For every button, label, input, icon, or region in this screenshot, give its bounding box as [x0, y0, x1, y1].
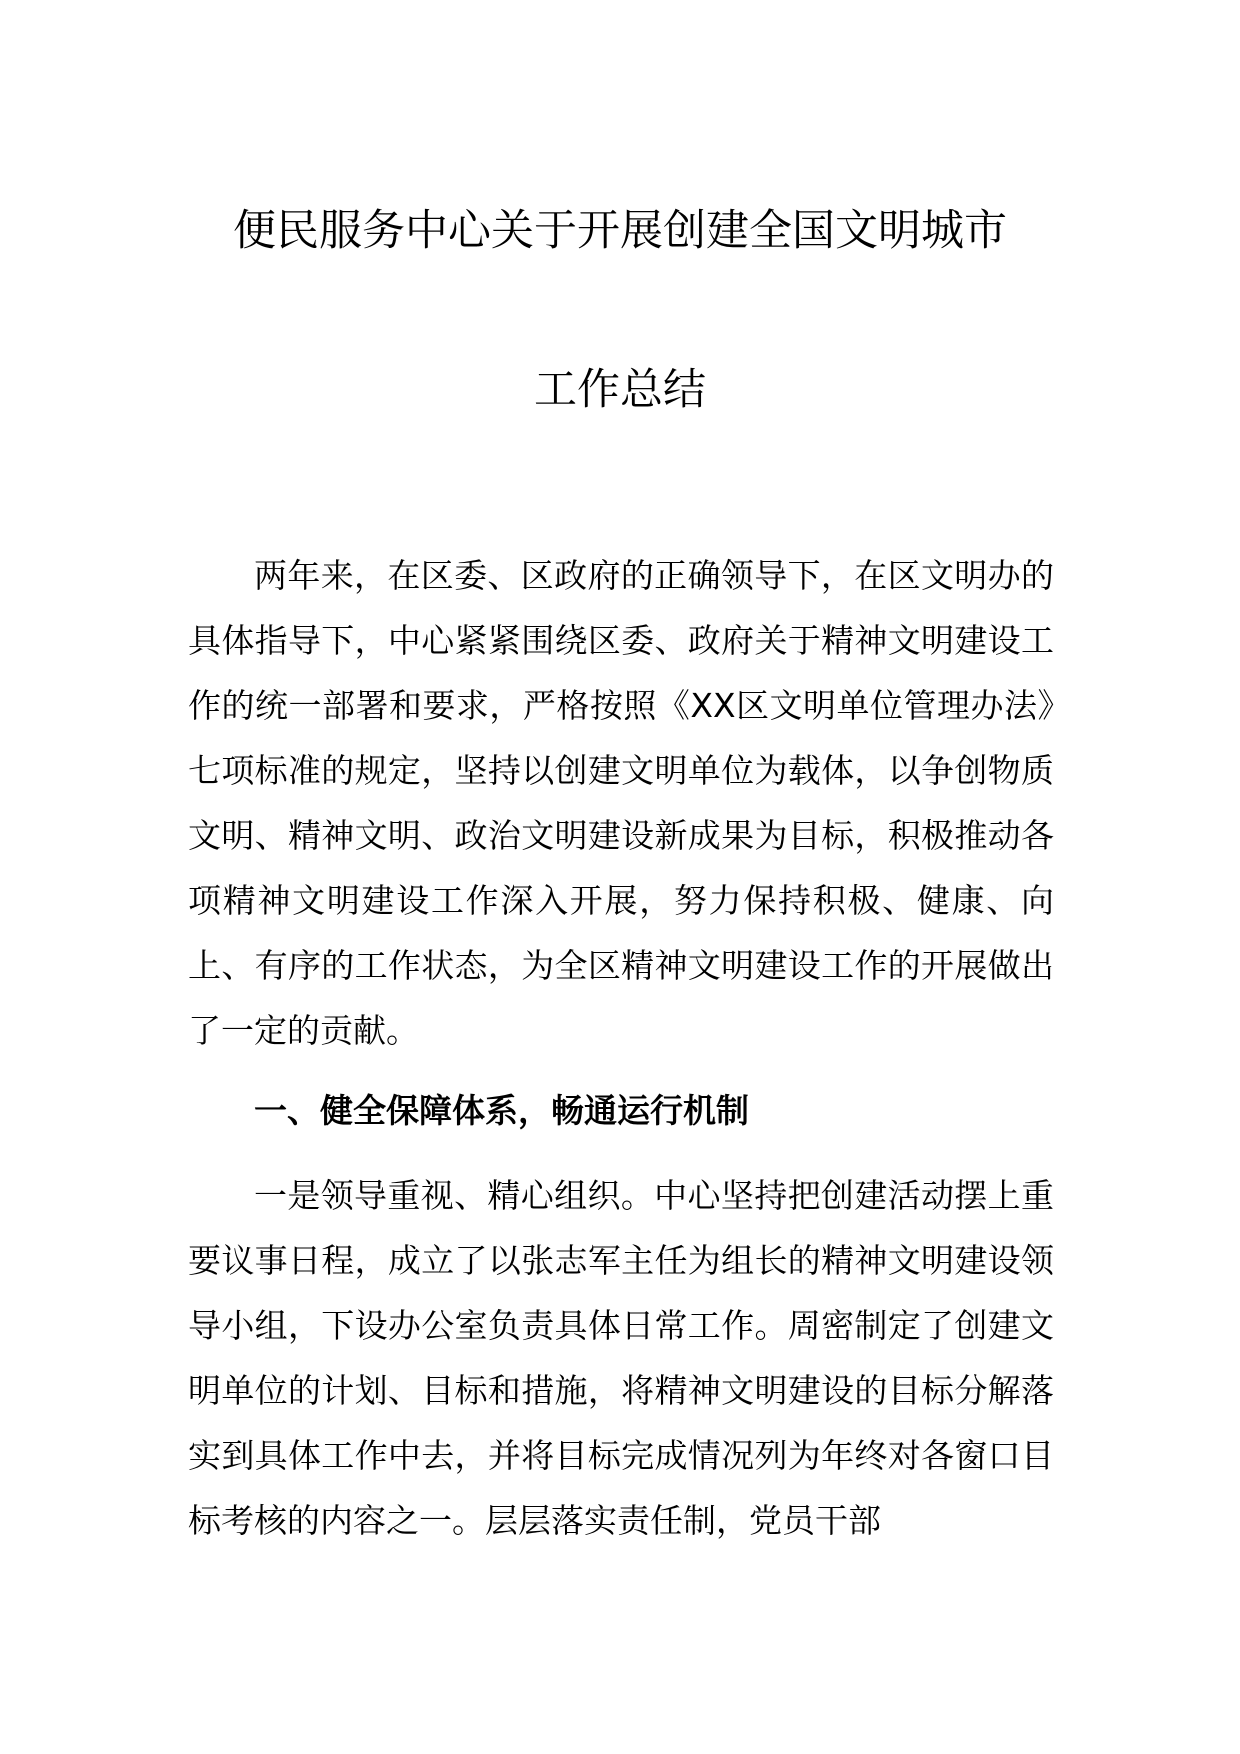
section-1-paragraph: 一是领导重视、精心组织。中心坚持把创建活动摆上重要议事日程，成立了以张志军主任为组长的精神文明建设领导小组，下设办公室负责具体日常工作。周密制定了创建文明单位的计划、目标和措施，将精神文明建设的目标分解落实到具体工作中去，并将目标完成情况列为年终对各窗口目标考核的内容之一。层层落实责任制，党员干部	[188, 1176, 1054, 1540]
intro-paragraph: 两年来，在区委、区政府的正确领导下，在区文明办的具体指导下，中心紧紧围绕区委、政府关于精神文明建设工作的统一部署和要求，严格按照《XX区文明单位管理办法》七项标准的规定，坚持以创建文明单位为载体，以争创物质文明、精神文明、政治文明建设新成果为目标，积极推动各项精神文明建设工作深入开展，努力保持积极、健康、向上、有序的工作状态，为全区精神文明建设工作的开展做出了一定的贡献。	[188, 556, 1054, 1050]
document-title-line-1: 便民服务中心关于开展创建全国文明城市	[233, 206, 1007, 256]
section-heading-1: 一、健全保障体系，畅通运行机制	[254, 1091, 749, 1130]
document-title-line-2: 工作总结	[534, 365, 706, 415]
